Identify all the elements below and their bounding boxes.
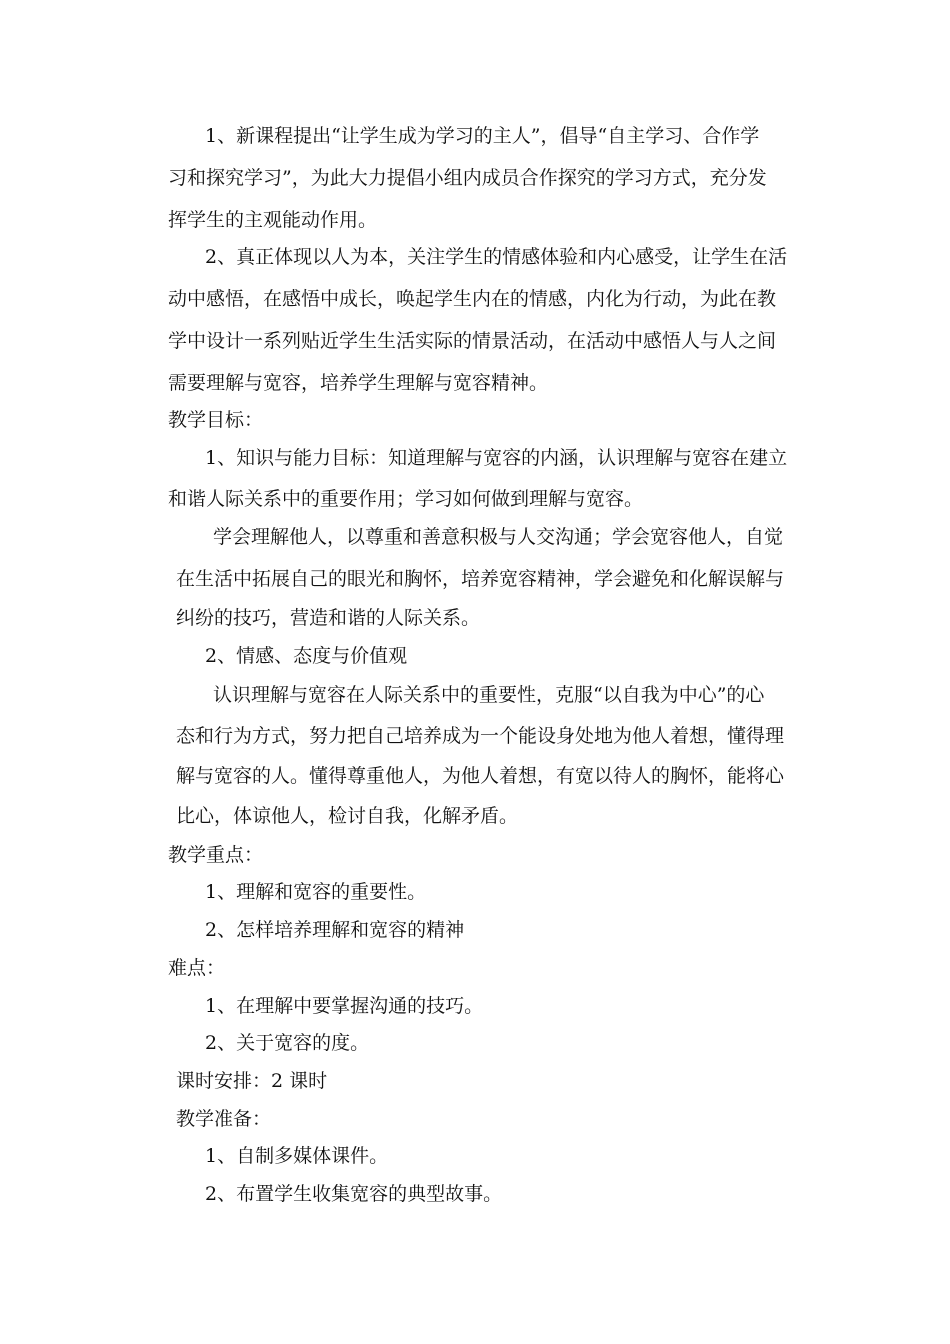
section-heading: 教学重点： xyxy=(168,844,264,866)
section-heading: 课时安排：2 课时 xyxy=(176,1070,328,1092)
text-line: 在生活中拓展自己的眼光和胸怀，培养宽容精神，学会避免和化解误解与 xyxy=(176,568,785,590)
text-line: 2、真正体现以人为本，关注学生的情感体验和内心感受，让学生在活 xyxy=(205,246,788,268)
text-line: 2、关于宽容的度。 xyxy=(205,1032,370,1054)
text-line: 和谐人际关系中的重要作用；学习如何做到理解与宽容。 xyxy=(168,488,644,510)
section-heading: 难点： xyxy=(168,957,226,979)
text-line: 动中感悟，在感悟中成长，唤起学生内在的情感，内化为行动，为此在教 xyxy=(168,288,777,310)
text-line: 1、知识与能力目标：知道理解与宽容的内涵，认识理解与宽容在建立 xyxy=(205,447,788,469)
text-line: 1、理解和宽容的重要性。 xyxy=(205,881,427,903)
text-line: 1、自制多媒体课件。 xyxy=(205,1145,389,1167)
text-line: 需要理解与宽容，培养学生理解与宽容精神。 xyxy=(168,372,549,394)
text-line: 1、新课程提出“让学生成为学习的主人”，倡导“自主学习、合作学 xyxy=(205,125,760,147)
text-line: 态和行为方式，努力把自己培养成为一个能设身处地为他人着想，懂得理 xyxy=(176,725,785,747)
text-line: 纠纷的技巧，营造和谐的人际关系。 xyxy=(176,607,481,629)
text-line: 学中设计一系列贴近学生生活实际的情景活动，在活动中感悟人与人之间 xyxy=(168,330,777,352)
section-heading: 教学目标： xyxy=(168,409,264,431)
text-line: 挥学生的主观能动作用。 xyxy=(168,209,378,231)
text-line: 习和探究学习”，为此大力提倡小组内成员合作探究的学习方式，充分发 xyxy=(168,167,767,189)
text-line: 认识理解与宽容在人际关系中的重要性，克服“以自我为中心”的心 xyxy=(213,684,765,706)
text-line: 比心，体谅他人，检讨自我，化解矛盾。 xyxy=(176,805,519,827)
section-heading: 教学准备： xyxy=(176,1108,272,1130)
text-line: 解与宽容的人。懂得尊重他人，为他人着想，有宽以待人的胸怀，能将心 xyxy=(176,765,785,787)
text-line: 学会理解他人，以尊重和善意积极与人交沟通；学会宽容他人，自觉 xyxy=(213,526,784,548)
text-line: 2、布置学生收集宽容的典型故事。 xyxy=(205,1183,503,1205)
text-line: 1、在理解中要掌握沟通的技巧。 xyxy=(205,995,484,1017)
text-line: 2、情感、态度与价值观 xyxy=(205,645,408,667)
text-line: 2、怎样培养理解和宽容的精神 xyxy=(205,919,465,941)
